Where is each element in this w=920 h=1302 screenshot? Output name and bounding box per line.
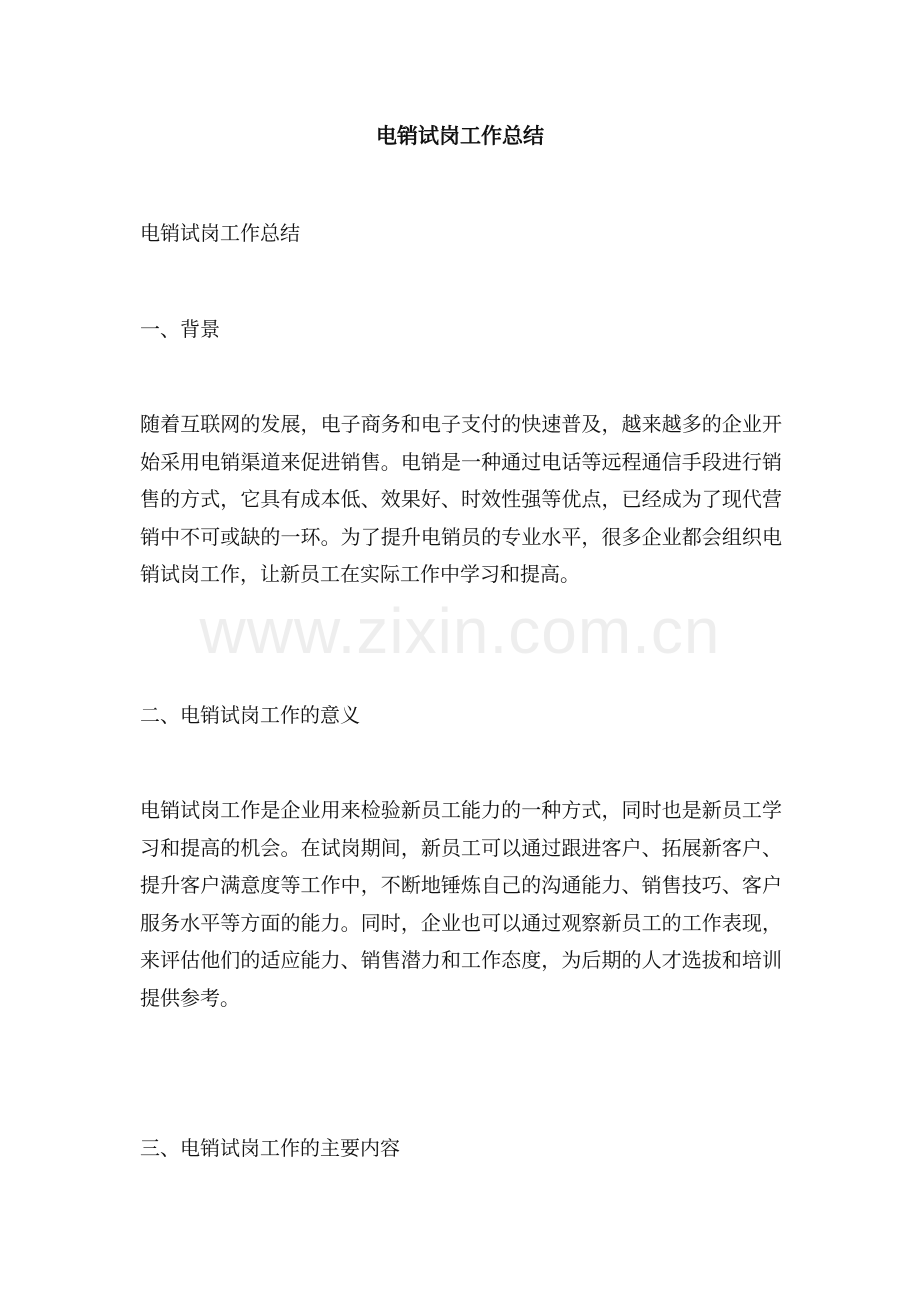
document-title: 电销试岗工作总结 <box>376 124 544 148</box>
section-paragraph-significance: 电销试岗工作是企业用来检验新员工能力的一种方式，同时也是新员工学习和提高的机会。在试岗期间，新员工可以通过跟进客户、拓展新客户、提升客户满意度等工作中，不断地锤炼自己的沟通能力、销售技巧、客户服务水平等方面的能力。同时，企业也可以通过观察新员工的工作表现，来评估他们的适应能力、销售潜力和工作态度，为后期的人才选拔和培训提供参考。 <box>140 798 782 1010</box>
section-paragraph-background: 随着互联网的发展，电子商务和电子支付的快速普及，越来越多的企业开始采用电销渠道来促进销售。电销是一种通过电话等远程通信手段进行销售的方式，它具有成本低、效果好、时效性强等优点，已经成为了现代营销中不可或缺的一环。为了提升电销员的专业水平，很多企业都会组织电销试岗工作，让新员工在实际工作中学习和提高。 <box>140 412 782 587</box>
watermark-text: www.zixin.com.cn <box>199 595 721 667</box>
document-subtitle: 电销试岗工作总结 <box>140 221 300 245</box>
section-heading-background: 一、背景 <box>140 317 220 341</box>
section-heading-main-content: 三、电销试岗工作的主要内容 <box>140 1136 400 1160</box>
section-heading-significance: 二、电销试岗工作的意义 <box>140 703 360 727</box>
